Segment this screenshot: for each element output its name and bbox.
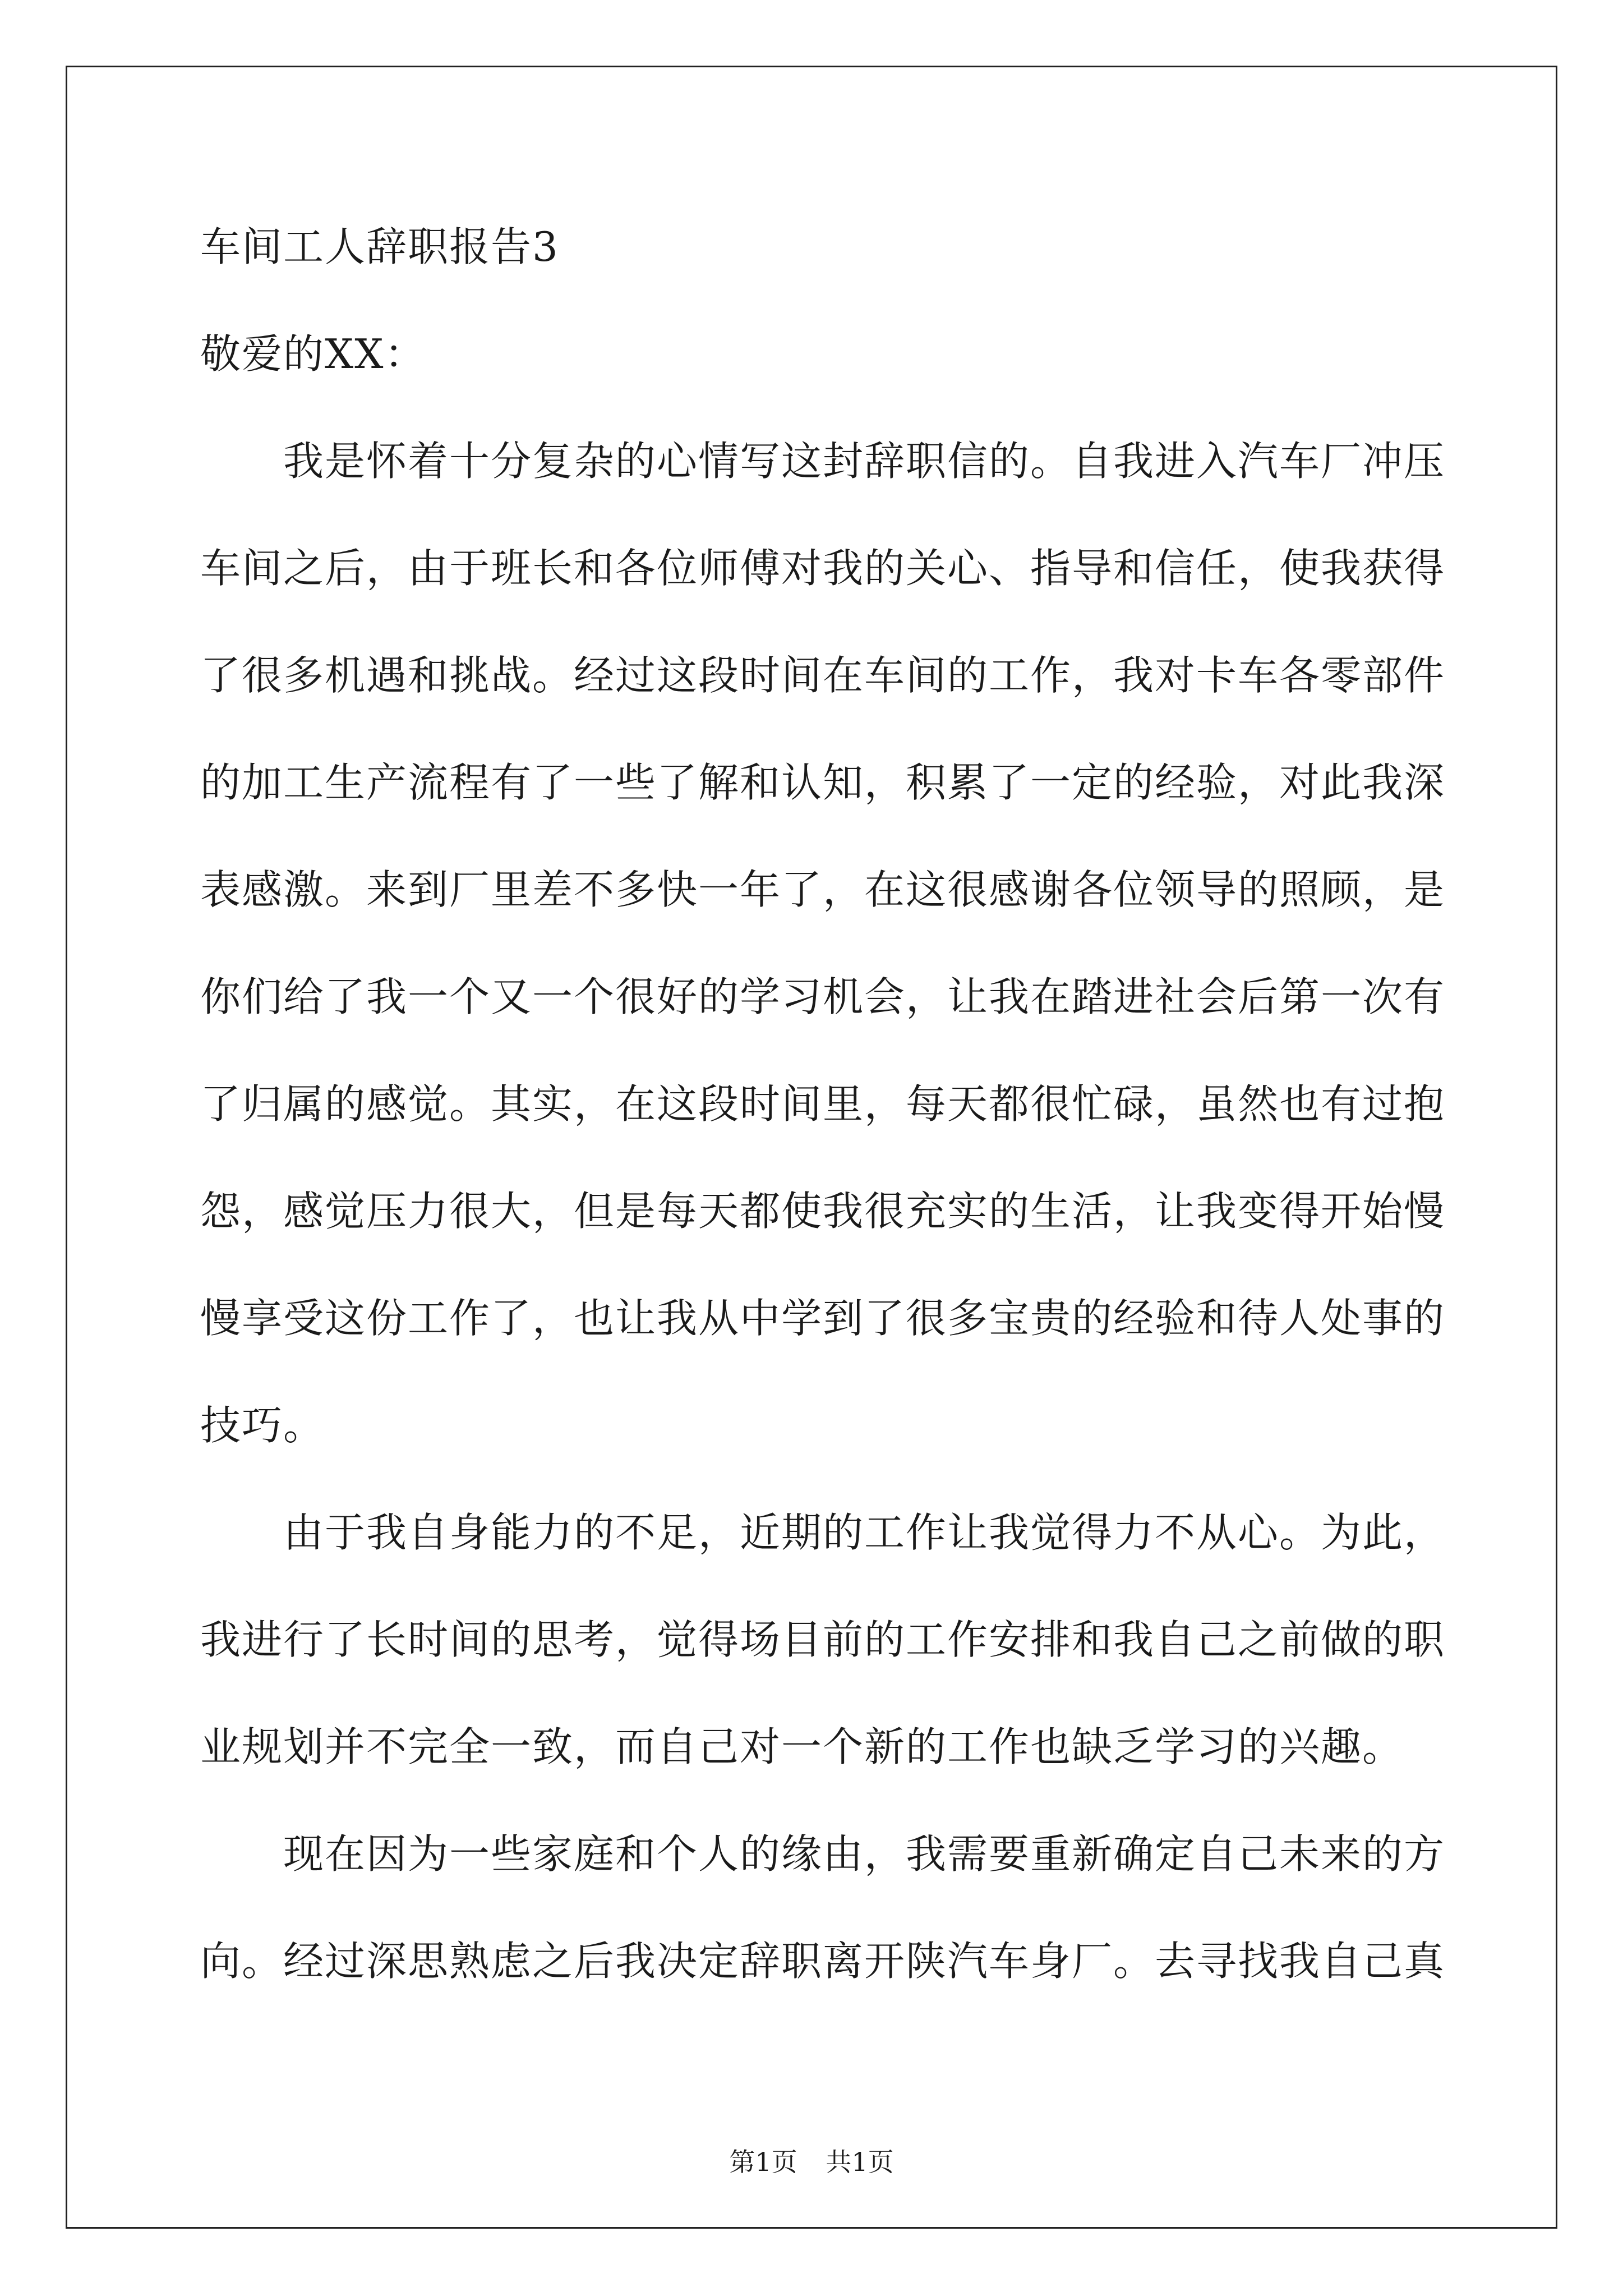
paragraph-3 [200,1827,1446,1988]
paragraph-line: 慢享受这份工作了，也让我从中学到了很多宝贵的经验和待人处事的 [200,1295,1446,1342]
page-number: 第1页 [729,2147,797,2177]
paragraph-line: 你们给了我一个又一个很好的学习机会，让我在踏进社会后第一次有 [200,973,1446,1020]
paragraph-line: 表感激。来到厂里差不多快一年了，在这很感谢各位领导的照顾，是 [200,866,1446,913]
paragraph-line: 怨，感觉压力很大，但是每天都使我很充实的生活，让我变得开始慢 [200,1188,1446,1235]
paragraph-line: 我进行了长时间的思考，觉得场目前的工作安排和我自己之前做的职 [200,1616,1446,1663]
paragraph-line: 现在因为一些家庭和个人的缘由，我需要重新确定自己未来的方 [283,1830,1446,1878]
paragraph-line: 了很多机遇和挑战。经过这段时间在车间的工作，我对卡车各零部件 [200,652,1446,699]
paragraph-1 [200,434,1446,1452]
paragraph-line: 的加工生产流程有了一些了解和认知，积累了一定的经验，对此我深 [200,759,1446,806]
salutation: 敬爱的XX： [200,330,426,378]
paragraph-line: 了归属的感觉。其实，在这段时间里，每天都很忙碌，虽然也有过抱 [200,1080,1446,1128]
document-body [200,220,1446,2041]
page-footer [0,2145,1623,2179]
paragraph-line: 技巧。 [200,1402,325,1449]
paragraph-line: 我是怀着十分复杂的心情写这封辞职信的。自我进入汽车厂冲压 [283,438,1446,485]
document-title: 车间工人辞职报告3 [200,223,559,270]
paragraph-line: 车间之后，由于班长和各位师傅对我的关心、指导和信任，使我获得 [200,545,1446,592]
paragraph-line: 由于我自身能力的不足，近期的工作让我觉得力不从心。为此， [283,1509,1446,1556]
paragraph-line: 业规划并不完全一致，而自己对一个新的工作也缺乏学习的兴趣。 [200,1723,1404,1770]
paragraph-line: 向。经过深思熟虑之后我决定辞职离开陕汽车身厂。去寻找我自己真 [200,1938,1446,1985]
page-count: 共1页 [826,2147,894,2177]
paragraph-2 [200,1506,1446,1774]
